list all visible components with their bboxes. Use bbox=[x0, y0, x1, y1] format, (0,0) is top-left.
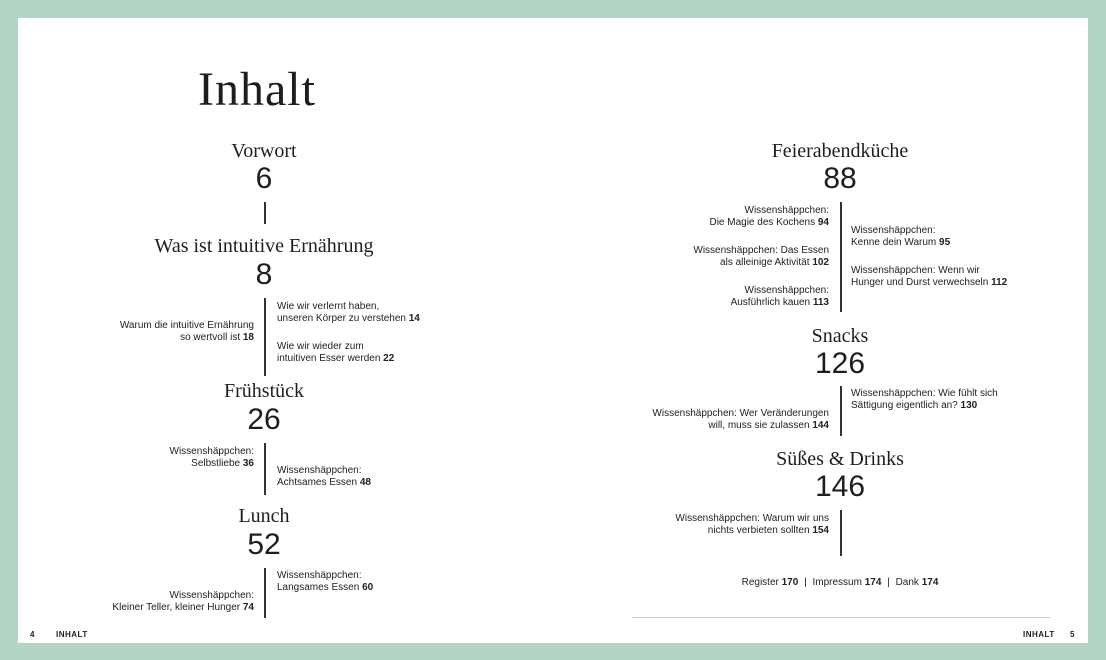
section-page-fruehstueck: 26 bbox=[247, 403, 281, 436]
toc-entry: Wissenshäppchen: Wie fühlt sich Sättigung eigentlich an? 130 bbox=[851, 388, 998, 411]
toc-entry: Wissenshäppchen: Die Magie des Kochens 94 bbox=[709, 205, 829, 228]
divider-line bbox=[264, 568, 266, 618]
section-title-feierabend: Feierabendküche bbox=[771, 140, 909, 162]
footer-label-left: INHALT bbox=[56, 630, 88, 639]
footer-page-number-right: 5 bbox=[1070, 630, 1075, 639]
toc-entry: Wie wir wieder zum intuitiven Esser werden 22 bbox=[277, 341, 395, 364]
section-title-fruehstueck: Frühstück bbox=[224, 380, 304, 402]
section-title-snacks: Snacks bbox=[811, 325, 869, 347]
bottom-rule bbox=[632, 617, 1050, 618]
footer-label-right: INHALT bbox=[1023, 630, 1055, 639]
toc-entry: Wie wir verlernt haben, unseren Körper zu verstehen 14 bbox=[277, 301, 420, 324]
divider-line bbox=[840, 202, 842, 312]
footer-page-number-left: 4 bbox=[30, 630, 35, 639]
section-title-lunch: Lunch bbox=[238, 505, 290, 527]
divider-line bbox=[264, 298, 266, 376]
divider-line bbox=[264, 202, 266, 224]
section-page-lunch: 52 bbox=[247, 528, 281, 561]
toc-entry: Wissenshäppchen: Kenne dein Warum 95 bbox=[851, 225, 951, 248]
toc-entry: Wissenshäppchen: Das Essen als alleinige Aktivität 102 bbox=[693, 245, 829, 268]
toc-entry: Wissenshäppchen: Langsames Essen 60 bbox=[277, 570, 374, 593]
toc-entry: Wissenshäppchen: Wer Veränderungen will, muss sie zulassen 144 bbox=[652, 408, 829, 431]
toc-entry: Wissenshäppchen: Kleiner Teller, kleiner Hunger 74 bbox=[112, 590, 254, 613]
section-title-suesses: Süßes & Drinks bbox=[776, 448, 904, 470]
divider-line bbox=[264, 443, 266, 495]
toc-entry: Wissenshäppchen: Ausführlich kauen 113 bbox=[730, 285, 829, 308]
divider-line bbox=[840, 386, 842, 436]
toc-entry: Wissenshäppchen: Warum wir uns nichts verbieten sollten 154 bbox=[675, 513, 829, 536]
page-title: Inhalt bbox=[198, 63, 316, 116]
section-page-suesses: 146 bbox=[814, 470, 866, 503]
section-page-vorwort: 6 bbox=[255, 162, 273, 195]
toc-entry: Wissenshäppchen: Wenn wir Hunger und Durst verwechseln 112 bbox=[851, 265, 1008, 288]
section-page-intuitive: 8 bbox=[255, 258, 273, 291]
section-title-intuitive: Was ist intuitive Ernährung bbox=[154, 235, 374, 257]
section-page-feierabend: 88 bbox=[823, 162, 857, 195]
toc-entry: Wissenshäppchen: Selbstliebe 36 bbox=[169, 446, 254, 469]
register-line: Register 170 | Impressum 174 | Dank 174 bbox=[741, 577, 939, 588]
section-title-vorwort: Vorwort bbox=[231, 140, 297, 162]
book-spread bbox=[18, 18, 1088, 643]
toc-entry: Warum die intuitive Ernährung so wertvoll ist 18 bbox=[119, 320, 254, 343]
toc-entry: Wissenshäppchen: Achtsames Essen 48 bbox=[277, 465, 371, 488]
divider-line bbox=[840, 510, 842, 556]
section-page-snacks: 126 bbox=[814, 347, 866, 380]
